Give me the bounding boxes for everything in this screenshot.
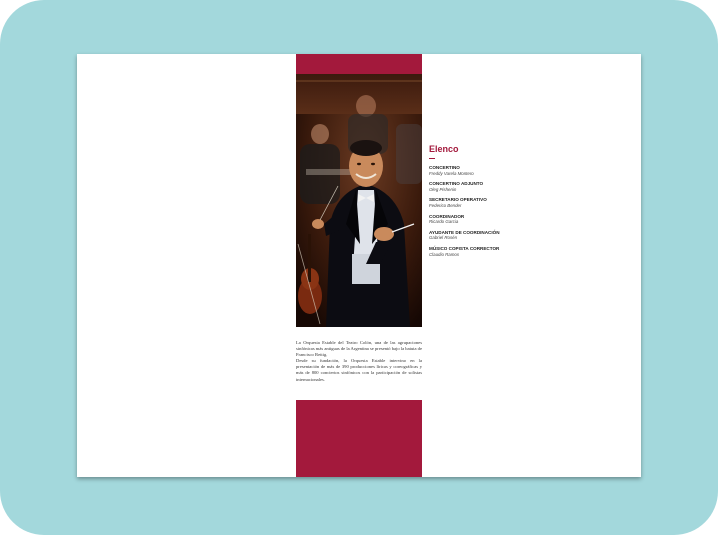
cast-entry (429, 230, 549, 241)
role-title: COORDINADOR (429, 213, 465, 219)
cast-entry (429, 181, 549, 192)
cast-title: Elenco (429, 144, 459, 154)
conductor-photo (296, 74, 422, 327)
role-person: Claudio Ramos (429, 251, 460, 257)
role-title: CONCERTINO (429, 165, 460, 170)
caption-paragraph-1: La Orquesta Estable del Teatro Colón, una de las agrupaciones sinfónicas más antiguas de la Argentina se presentó bajo la batuta de Francisco Rettig. (296, 340, 422, 358)
role-person: Gabriel Rosén (429, 235, 458, 241)
cast-entry (429, 214, 549, 225)
cast-entry (429, 165, 549, 176)
cast-section (429, 144, 549, 262)
role-title: AYUDANTE DE COORDINACIÓN (429, 229, 500, 235)
document-page (77, 54, 641, 477)
cast-entry (429, 246, 549, 257)
orchestra-caption (296, 340, 422, 383)
role-person: Federico Bender (429, 202, 462, 208)
role-person: Ricardo Garcia (429, 219, 459, 225)
bottom-accent-band (296, 400, 422, 477)
role-title: MÚSICO COPISTA CORRECTOR (429, 245, 500, 251)
role-title: CONCERTINO ADJUNTO (429, 181, 484, 187)
caption-paragraph-2: Desde su fundación, la Orquesta Estable intervino en la presentación de más de 390 producciones líricas y coreográficas y más de 800 conciertos sinfónicos con la participación de solistas internacionales. (296, 358, 422, 382)
role-person: Oleg Pishenin (429, 186, 457, 192)
role-person: Freddy Varela Montero (429, 170, 474, 176)
role-title: SECRETARIO OPERATIVO (429, 197, 487, 203)
cast-entry (429, 197, 549, 208)
title-underline (429, 158, 435, 159)
top-accent-band (296, 54, 422, 74)
